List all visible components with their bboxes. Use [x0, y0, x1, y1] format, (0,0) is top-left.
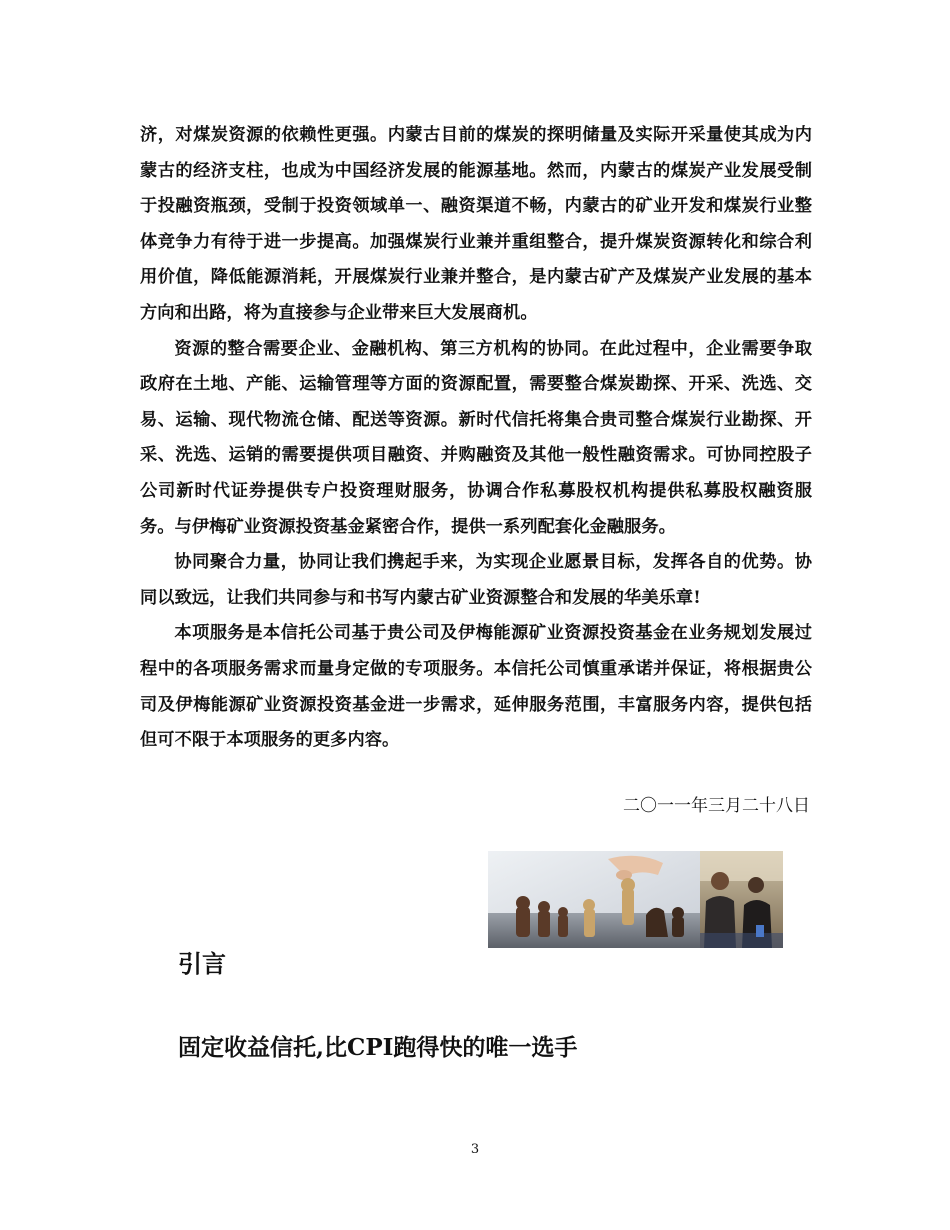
paragraph-synergy: 协同聚合力量，协同让我们携起手来，为实现企业愿景目标，发挥各自的优势。协同以致远，让我们共同参与和书写内蒙古矿业资源整合和发展的华美乐章! [140, 552, 812, 608]
paragraph-continuation: 济，对煤炭资源的依赖性更强。内蒙古目前的煤炭的探明储量及实际开采量使其成为内蒙古的经济支柱，也成为中国经济发展的能源基地。然而，内蒙古的煤炭产业发展受制于投融资瓶颈，受制于投资领域单一、融资渠道不畅，内蒙古的矿业开发和煤炭行业整体竞争力有待于进一步提高。加强煤炭行业兼并重组整合，提升煤炭资源转化和综合利用价值，降低能源消耗，开展煤炭行业兼并整合，是内蒙古矿产及煤炭产业发展的基本方向和出路，将为直接参与企业带来巨大发展商机。 [140, 125, 812, 323]
page-number: 3 [470, 1142, 480, 1157]
document-date: 二〇一一年三月二十八日 [623, 796, 810, 816]
paragraph-service-commitment: 本项服务是本信托公司基于贵公司及伊梅能源矿业资源投资基金在业务规划发展过程中的各项服务需求而量身定做的专项服务。本信托公司慎重承诺并保证，将根据贵公司及伊梅能源矿业资源投资基金进一步需求，延伸服务范围，丰富服务内容，提供包括但可不限于本项服务的更多内容。 [140, 623, 812, 751]
section-heading-fixed-income: 固定收益信托,比CPI跑得快的唯一选手 [178, 1034, 578, 1061]
body-text [140, 118, 812, 759]
chess-business-photo [488, 851, 783, 948]
paragraph-resource-integration: 资源的整合需要企业、金融机构、第三方机构的协同。在此过程中，企业需要争取政府在土地、产能、运输管理等方面的资源配置，需要整合煤炭勘探、开采、洗选、交易、运输、现代物流仓储、配送等资源。新时代信托将集合贵司整合煤炭行业勘探、开采、洗选、运销的需要提供项目融资、并购融资及其他一般性融资需求。可协同控股子公司新时代证券提供专户投资理财服务，协调合作私募股权机构提供私募股权融资服务。与伊梅矿业资源投资基金紧密合作，提供一系列配套化金融服务。 [140, 338, 812, 537]
chess-business-illustration [488, 851, 783, 948]
section-heading-intro: 引言 [178, 950, 226, 978]
